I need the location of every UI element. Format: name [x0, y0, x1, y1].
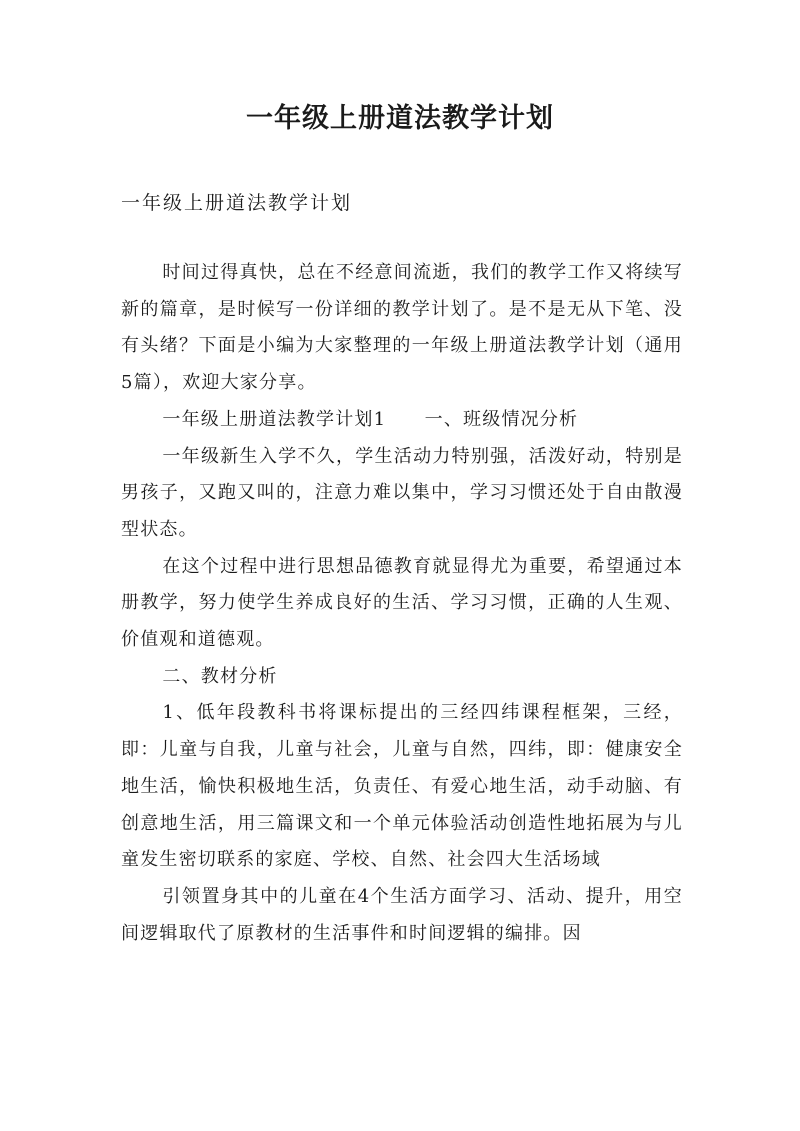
document-body — [121, 255, 683, 952]
paragraph-intro: 时间过得真快，总在不经意间流逝，我们的教学工作又将续写新的篇章，是时候写一份详细的教学计划了。是不是无从下笔、没有头绪？下面是小编为大家整理的一年级上册道法教学计划（通用5篇），欢迎大家分享。 — [121, 262, 683, 394]
paragraph-moral-education: 在这个过程中进行思想品德教育就显得尤为重要，希望通过本册教学，努力使学生养成良好的生活、学习习惯，正确的人生观、价值观和道德观。 — [121, 555, 683, 651]
paragraph-curriculum-framework: 1、低年段教科书将课标提出的三经四纬课程框架，三经，即：儿童与自我，儿童与社会，儿童与自然，四纬，即：健康安全地生活，愉快积极地生活，负责任、有爱心地生活，动手动脑、有创意地生活，用三篇课文和一个单元体验活动创造性地拓展为与儿童发生密切联系的家庭、学校、自然、社会四大生活场域 — [121, 702, 683, 871]
section-heading-textbook-analysis: 二、教材分析 — [162, 665, 278, 687]
paragraph-class-analysis: 一年级新生入学不久，学生活动力特别强，活泼好动，特别是男孩子，又跑又叫的，注意力难以集中，学习习惯还处于自由散漫型状态。 — [121, 445, 683, 540]
document-subtitle: 一年级上册道法教学计划 — [121, 192, 353, 214]
document-title: 一年级上册道法教学计划 — [246, 103, 554, 134]
paragraph-plan-heading: 一年级上册道法教学计划1 一、班级情况分析 — [162, 408, 579, 430]
paragraph-life-domains: 引领置身其中的儿童在4个生活方面学习、活动、提升，用空间逻辑取代了原教材的生活事件和时间逻辑的编排。因 — [121, 885, 683, 944]
